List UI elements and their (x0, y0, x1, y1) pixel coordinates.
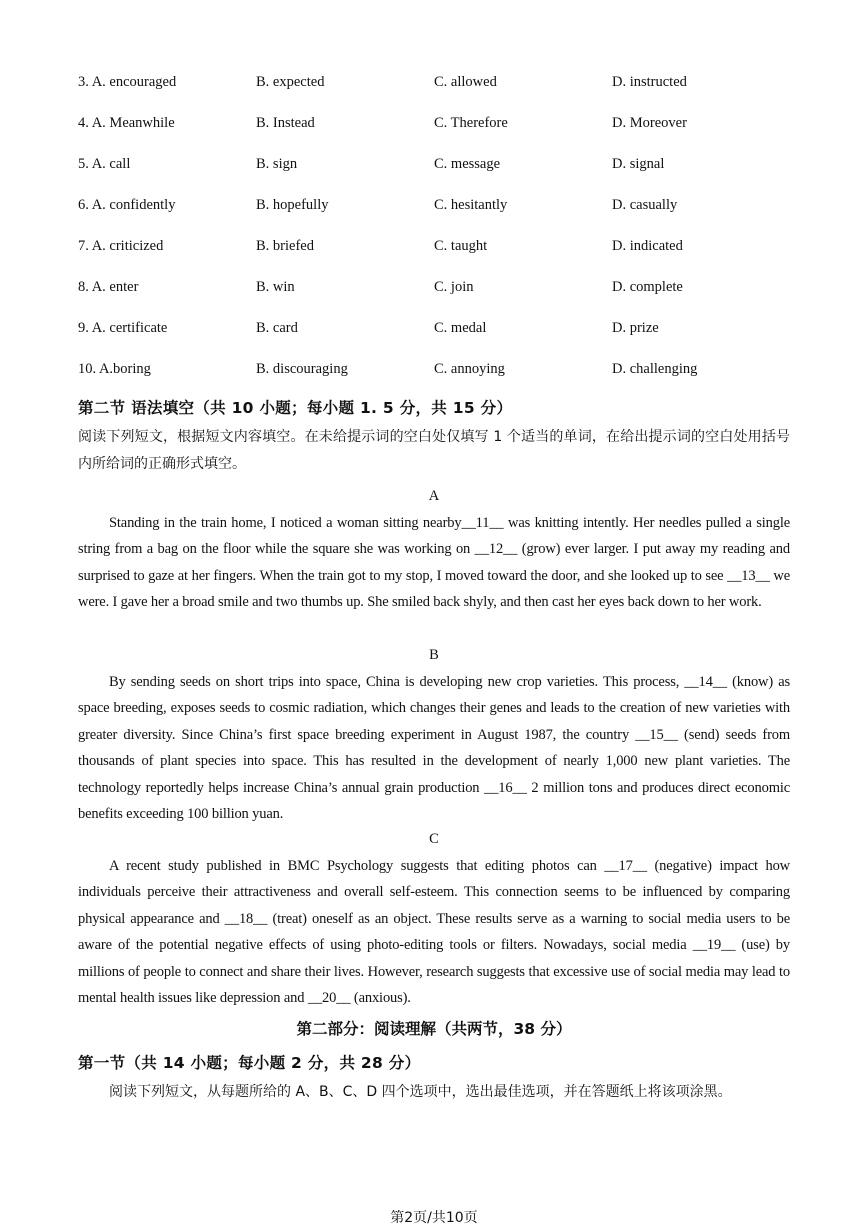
passage-letter-a: A (428, 488, 440, 504)
choice-row-8 (78, 267, 798, 308)
passage-letter-b: B (429, 647, 439, 663)
option-b: B. Instead (256, 115, 315, 131)
choice-row-4 (78, 103, 798, 144)
option-d: D. challenging (612, 361, 698, 377)
option-c: C. join (434, 279, 474, 295)
passage-c: A recent study published in BMC Psychology suggests that editing photos can __17__ (negative) impact how individuals perceive their attractiveness and overall self-esteem. This connection seems to be influenced by comparing physical appearance and __18__ (treat) oneself as an object. These results serve as a warning to social media users to be aware of the potential negative effects of using photo-editing tools or filters. Nowadays, social media __19__ (use) by millions of people to connect and share their lives. However, research suggests that excessive use of social media may lead to mental health issues like depression and __20__ (anxious). (78, 858, 790, 1007)
part-heading-reading: 第二部分：阅读理解（共两节，38 分） (296, 1020, 572, 1038)
option-d: D. complete (612, 279, 683, 295)
option-b: B. sign (256, 156, 298, 172)
option-c: C. message (434, 156, 501, 172)
option-a: 4. A. Meanwhile (78, 115, 175, 131)
option-a: 8. A. enter (78, 279, 139, 295)
option-b: B. card (256, 320, 298, 336)
option-b: B. briefed (256, 238, 314, 254)
choice-row-10 (78, 349, 798, 390)
choice-row-7 (78, 226, 798, 267)
option-a: 10. A.boring (78, 361, 151, 377)
reading-instruction: 阅读下列短文，从每题所给的 A、B、C、D 四个选项中，选出最佳选项，并在答题纸上将该项涂黑。 (109, 1084, 732, 1100)
option-b: B. expected (256, 74, 325, 90)
choice-list (78, 62, 798, 390)
option-c: C. Therefore (434, 115, 508, 131)
option-b: B. discouraging (256, 361, 348, 377)
passage-b: By sending seeds on short trips into space, China is developing new crop varieties. This process, __14__ (know) as space breeding, exposes seeds to cosmic radiation, which changes their genes and leads to the creation of new varieties with greater diversity. Since China’s first space breeding experiment in August 1987, the country __15__ (send) seeds from thousands of plant species into space. This has resulted in the development of nearly 1,000 new plant varieties. The technology reportedly helps increase China’s annual grain production __16__ 2 million tons and produces direct economic benefits exceeding 100 billion yuan. (78, 674, 790, 823)
option-d: D. prize (612, 320, 659, 336)
choice-row-6 (78, 185, 798, 226)
choice-row-9 (78, 308, 798, 349)
option-d: D. casually (612, 197, 678, 213)
section-heading-grammar: 第二节 语法填空（共 10 小题；每小题 1. 5 分，共 15 分） (78, 399, 513, 417)
page-number: 第2页/共10页 (390, 1210, 478, 1226)
choice-row-3 (78, 62, 798, 103)
option-d: D. indicated (612, 238, 683, 254)
grammar-instruction: 阅读下列短文，根据短文内容填空。在未给提示词的空白处仅填写 1 个适当的单词，在给出提示词的空白处用括号内所给词的正确形式填空。 (78, 429, 790, 472)
option-a: 9. A. certificate (78, 320, 168, 336)
option-a: 7. A. criticized (78, 238, 164, 254)
option-c: C. medal (434, 320, 487, 336)
option-a: 5. A. call (78, 156, 131, 172)
option-d: D. Moreover (612, 115, 687, 131)
section-heading-reading: 第一节（共 14 小题；每小题 2 分，共 28 分） (78, 1054, 421, 1072)
option-b: B. win (256, 279, 295, 295)
option-a: 3. A. encouraged (78, 74, 177, 90)
option-c: C. hesitantly (434, 197, 508, 213)
passage-a: Standing in the train home, I noticed a woman sitting nearby__11__ was knitting intently. Her needles pulled a single string from a bag on the floor while the square she was working on __12__ (grow) ever larger. I put away my reading and surprised to gaze at her fingers. When the train got to my stop, I moved toward the door, and she looked up to see __13__ we were. I gave her a broad smile and two thumbs up. She smiled back shyly, and then cast her eyes back down to her work. (78, 515, 790, 611)
option-c: C. allowed (434, 74, 497, 90)
choice-row-5 (78, 144, 798, 185)
option-b: B. hopefully (256, 197, 329, 213)
option-a: 6. A. confidently (78, 197, 176, 213)
option-c: C. taught (434, 238, 488, 254)
passage-letter-c: C (429, 831, 439, 847)
option-c: C. annoying (434, 361, 505, 377)
option-d: D. instructed (612, 74, 687, 90)
option-d: D. signal (612, 156, 665, 172)
